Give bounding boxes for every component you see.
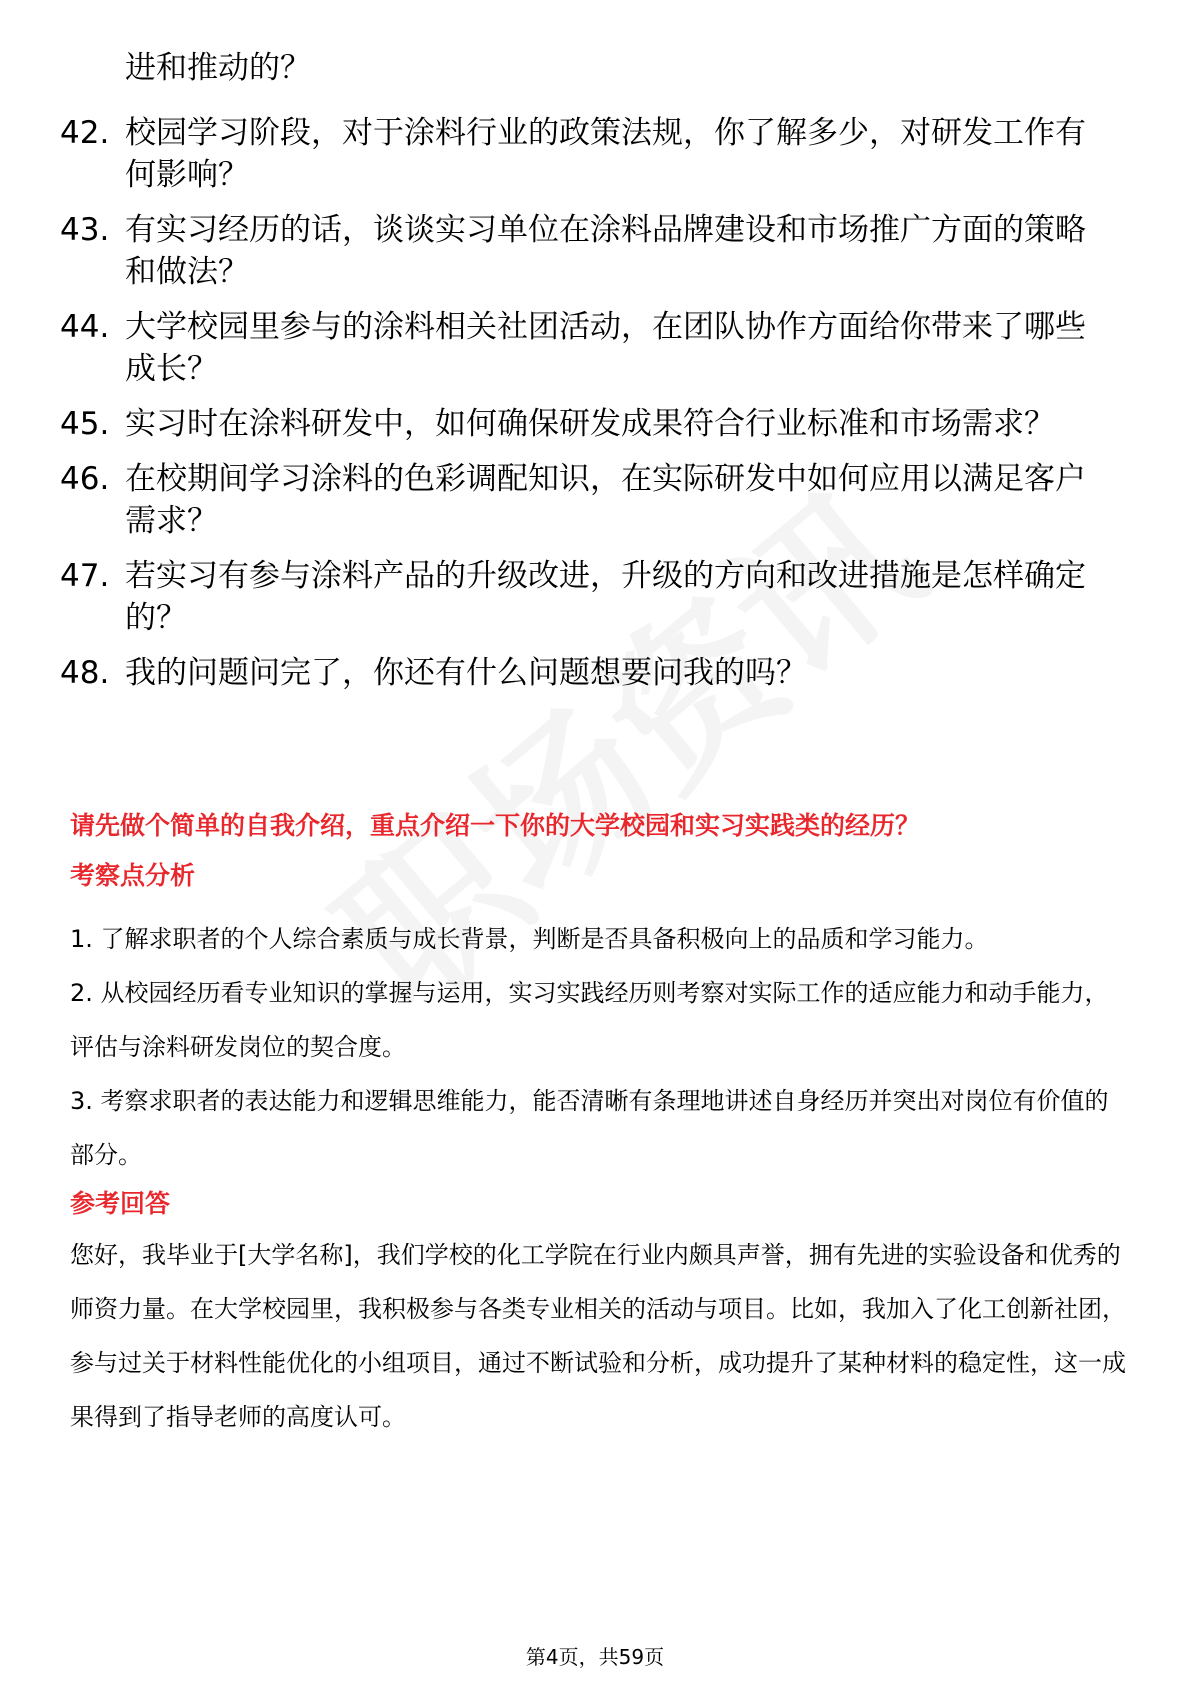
question-number: 45.: [60, 406, 110, 442]
page-footer: 第4页，共59页: [525, 1645, 665, 1669]
list-item: [60, 555, 1120, 639]
list-item: [60, 652, 1120, 694]
question-text: 有实习经历的话，谈谈实习单位在涂料品牌建设和市场推广方面的策略和做法？: [125, 212, 1086, 290]
analysis-point: 1. 了解求职者的个人综合素质与成长背景，判断是否具备积极向上的品质和学习能力。: [70, 925, 989, 953]
question-text: 若实习有参与涂料产品的升级改进，升级的方向和改进措施是怎样确定的？: [125, 558, 1086, 636]
question-number: 43.: [60, 212, 110, 248]
list-item: [60, 403, 1120, 445]
analysis-title: 考察点分析: [70, 861, 196, 890]
list-item: [60, 112, 1120, 196]
question-text: 实习时在涂料研发中，如何确保研发成果符合行业标准和市场需求？: [125, 406, 1055, 442]
analysis-point: 3. 考察求职者的表达能力和逻辑思维能力，能否清晰有条理地讲述自身经历并突出对岗位有价值的部分。: [70, 1087, 1109, 1169]
answer-text: 您好，我毕业于[大学名称]，我们学校的化工学院在行业内颇具声誉，拥有先进的实验设备和优秀的师资力量。在大学校园里，我积极参与各类专业相关的活动与项目。比如，我加入了化工创新社团，参与过关于材料性能优化的小组项目，通过不断试验和分析，成功提升了某种材料的稳定性，这一成果得到了指导老师的高度认可。: [70, 1241, 1126, 1431]
question-text: 我的问题问完了，你还有什么问题想要问我的吗？: [125, 655, 807, 691]
continued-question-text: 进和推动的？: [125, 50, 311, 86]
list-item: [60, 306, 1120, 390]
question-list: [60, 112, 1120, 707]
question-number: 44.: [60, 309, 110, 345]
list-item: [60, 458, 1120, 542]
list-item: [60, 209, 1120, 293]
question-number: 47.: [60, 558, 110, 594]
question-text: 校园学习阶段，对于涂料行业的政策法规，你了解多少，对研发工作有何影响？: [125, 115, 1086, 193]
question-text: 在校期间学习涂料的色彩调配知识，在实际研发中如何应用以满足客户需求？: [125, 461, 1086, 539]
question-number: 48.: [60, 655, 110, 691]
analysis-point: 2. 从校园经历看专业知识的掌握与运用，实习实践经历则考察对实际工作的适应能力和动手能力，评估与涂料研发岗位的契合度。: [70, 979, 1109, 1061]
highlight-question: 请先做个简单的自我介绍，重点介绍一下你的大学校园和实习实践类的经历？: [70, 811, 921, 840]
question-number: 46.: [60, 461, 110, 497]
analysis-points: [70, 912, 1130, 1182]
question-text: 大学校园里参与的涂料相关社团活动，在团队协作方面给你带来了哪些成长？: [125, 309, 1086, 387]
question-number: 42.: [60, 115, 110, 151]
answer-title: 参考回答: [70, 1189, 171, 1218]
